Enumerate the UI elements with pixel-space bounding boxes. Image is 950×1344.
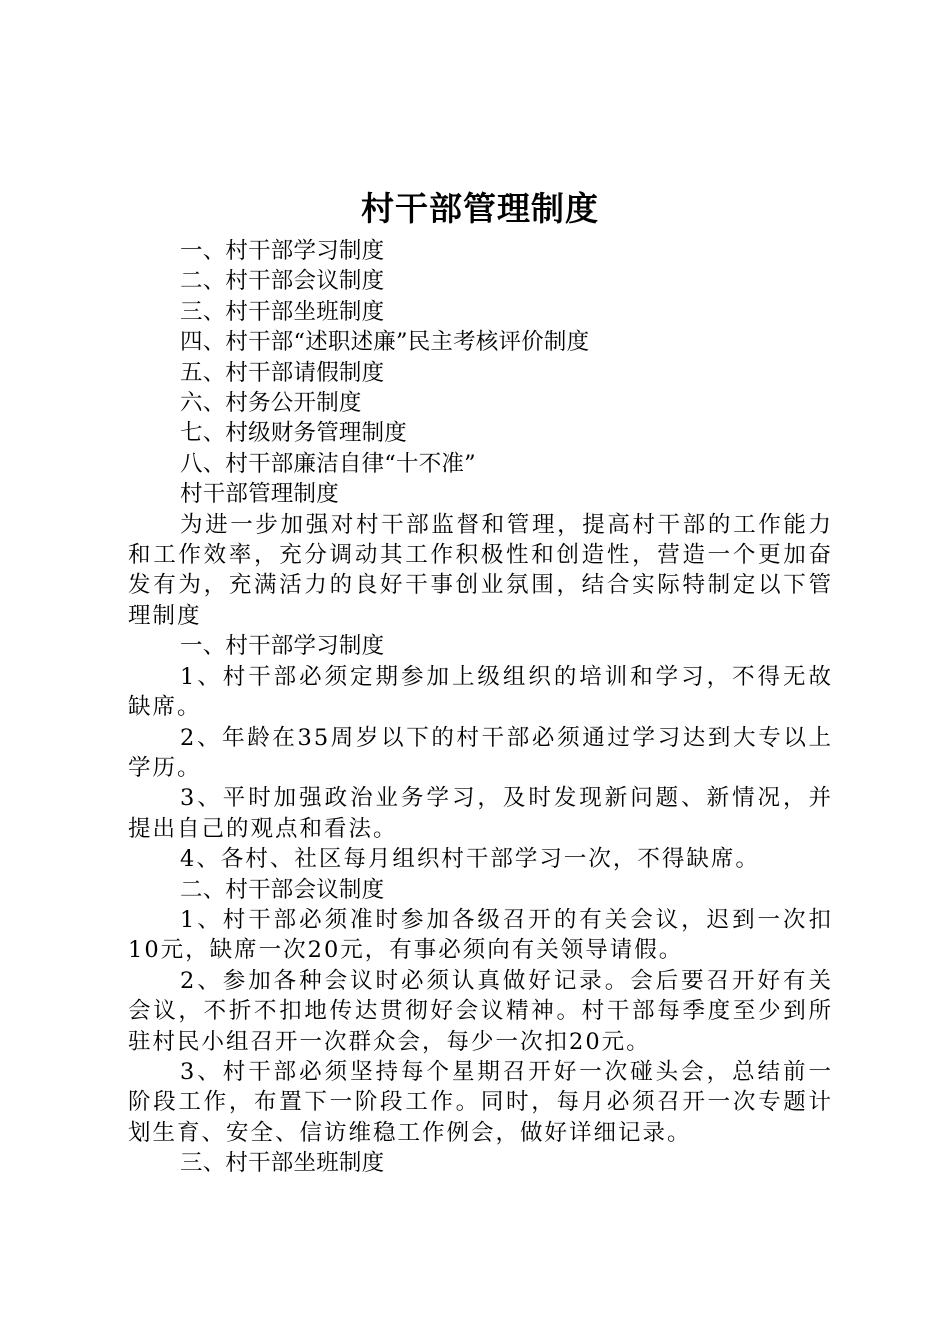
section-heading: 三、村干部坐班制度	[180, 1150, 385, 1177]
toc-item: 五、村干部请假制度	[180, 359, 385, 386]
toc-item: 一、村干部学习制度	[180, 238, 385, 264]
intro-paragraph: 为进一步加强对村干部监督和管理，提高村干部的工作能力和工作效率，充分调动其工作积极性和创造性，营造一个更加奋发有为，充满活力的良好干事创业氛围，结合实际特制定以下管理制度	[128, 511, 833, 629]
section-heading: 一、村干部学习制度	[180, 633, 385, 660]
section-item: 3、平时加强政治业务学习，及时发现新问题、新情况，并提出自己的观点和看法。	[128, 785, 833, 842]
toc-item: 七、村级财务管理制度	[180, 420, 408, 447]
section-item: 2、参加各种会议时必须认真做好记录。会后要召开好有关会议，不折不扣地传达贯彻好会议精神。村干部每季度至少到所驻村民小组召开一次群众会，每少一次扣20元。	[128, 967, 833, 1055]
section-item: 2、年龄在35周岁以下的村干部必须通过学习达到大专以上学历。	[128, 724, 833, 781]
section-item: 4、各村、社区每月组织村干部学习一次，不得缺席。	[180, 846, 760, 873]
document-title: 村干部管理制度	[361, 189, 599, 228]
section-item: 1、村干部必须准时参加各级召开的有关会议，迟到一次扣10元，缺席一次20元，有事必须向有关领导请假。	[128, 906, 833, 964]
toc-item: 二、村干部会议制度	[180, 268, 385, 295]
section-item: 3、村干部必须坚持每个星期召开好一次碰头会，总结前一阶段工作，布置下一阶段工作。同时，每月必须召开一次专题计划生育、安全、信访维稳工作例会，做好详细记录。	[128, 1058, 833, 1146]
toc-item: 四、村干部“述职述廉”民主考核评价制度	[180, 329, 590, 356]
toc-item: 八、村干部廉洁自律“十不准”	[180, 450, 476, 477]
document-body	[128, 236, 833, 1179]
section-heading: 二、村干部会议制度	[180, 876, 385, 903]
document-subtitle: 村干部管理制度	[180, 481, 339, 508]
toc-item: 三、村干部坐班制度	[180, 298, 385, 325]
toc-item: 六、村务公开制度	[180, 390, 362, 417]
table-of-contents	[128, 236, 833, 479]
section-item: 1、村干部必须定期参加上级组织的培训和学习，不得无故缺席。	[128, 663, 833, 721]
